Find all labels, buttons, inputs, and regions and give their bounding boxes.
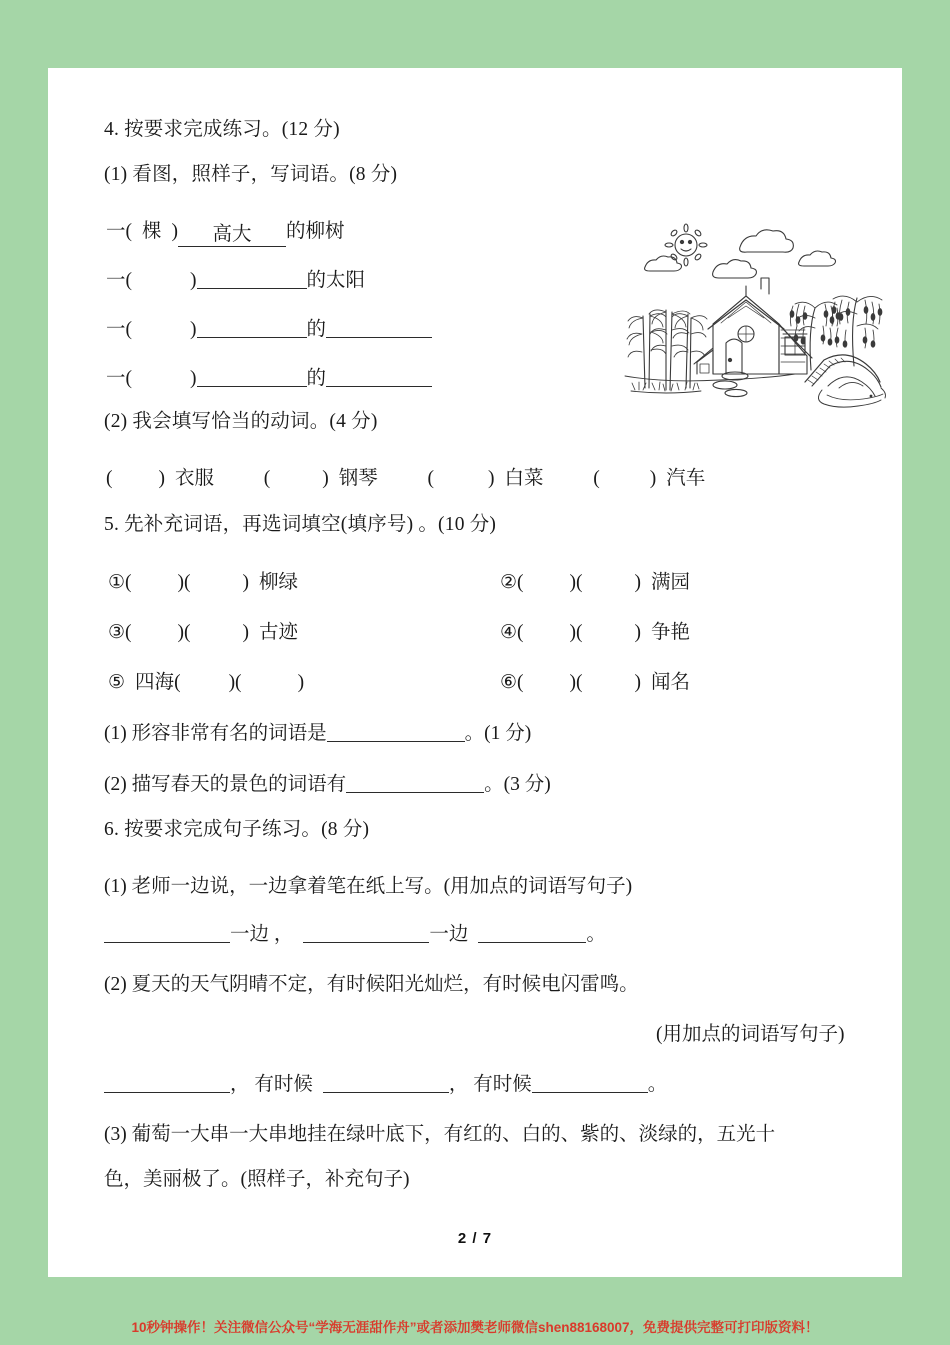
q6-1-blank-a[interactable] (104, 923, 230, 944)
countryside-illustration (609, 210, 894, 415)
q6-2-part-2: ， 有时候 (448, 1074, 532, 1095)
question-4-title: 4. 按要求完成练习。(12 分) (104, 119, 340, 140)
worksheet-page (48, 68, 902, 1277)
line-1-prefix: 一( (106, 221, 132, 242)
line-3-mid: 的 (306, 319, 327, 340)
q5-1-answer-blank[interactable] (327, 722, 465, 743)
worksheet-content (104, 120, 860, 1257)
line-3-answer-blank-a[interactable] (197, 318, 307, 339)
q6-2-blank-c[interactable] (532, 1073, 648, 1094)
question-4-1-title: (1) 看图，照样子，写词语。(8 分) (104, 164, 398, 185)
line-4-prefix: 一( (106, 368, 132, 389)
line-1-suffix: ) (171, 221, 179, 242)
idiom-number-1: ① (108, 572, 126, 593)
question-6-1-stem: (1) 老师一边说，一边拿着笔在纸上写。(用加点的词语写句子) (104, 876, 633, 897)
line-4-answer-blank-b[interactable] (326, 367, 432, 388)
stepping-stones (713, 372, 748, 397)
line-3-answer-blank-b[interactable] (326, 318, 432, 339)
line-1-tail: 柳树 (305, 221, 345, 242)
arched-bridge (805, 355, 881, 396)
q6-1-part-2: 一边 (429, 924, 469, 945)
measure-word-line-2 (106, 264, 365, 292)
q6-2-part-1: ， 有时候 (230, 1074, 313, 1095)
line-1-mid: 的 (286, 221, 306, 242)
house (694, 278, 812, 374)
question-6-3-stem-line-1: (3) 葡萄一大串一大串地挂在绿叶底下，有红的、白的、紫的、淡绿的，五光十 (104, 1124, 776, 1145)
verb-item-1: 衣服 (175, 468, 215, 489)
idiom-number-4: ④ (500, 622, 518, 643)
q6-2-blank-a[interactable] (104, 1073, 230, 1094)
q5-1-text-before: (1) 形容非常有名的词语是 (104, 723, 327, 744)
q6-2-part-3: 。 (647, 1074, 668, 1095)
line-3-suffix: ) (190, 319, 197, 340)
idiom-item-6: ⑥( )( ) 闻名 (500, 672, 691, 693)
verb-item-2: 钢琴 (338, 468, 378, 489)
promo-footer-text: 10秒钟操作！关注微信公众号“学海无涯甜作舟”或者添加樊老师微信shen88168007，免费提供完整可打印版资料！ (131, 1320, 819, 1335)
page-number: 2 / 7 (457, 1230, 493, 1247)
question-6-title: 6. 按要求完成句子练习。(8 分) (104, 819, 370, 840)
question-5-2 (104, 768, 551, 796)
idiom-item-4: ④( )( ) 争艳 (500, 622, 691, 643)
idiom-tail-6: 闻名 (651, 672, 691, 693)
idiom-item-2: ②( )( ) 满园 (500, 572, 691, 593)
idiom-number-2: ② (500, 572, 518, 593)
question-6-3-stem-line-2: 色，美丽极了。(照样子，补充句子) (104, 1169, 410, 1190)
idiom-number-5: ⑤ (108, 672, 126, 693)
idiom-tail-1: 柳绿 (259, 572, 299, 593)
line-2-suffix: ) (190, 270, 197, 291)
measure-word-line-4 (106, 362, 432, 390)
q6-2-blank-b[interactable] (323, 1073, 449, 1094)
line-2-tail: 太阳 (326, 270, 366, 291)
verb-fill-row: ( ) 衣服 ( ) 钢琴 ( ) 白菜 ( ) 汽车 (106, 468, 706, 489)
q5-1-text-after: 。(1 分) (464, 723, 532, 744)
q6-1-blank-c[interactable] (478, 923, 586, 944)
question-6-1-answer (104, 918, 606, 946)
idiom-lead-5: 四海 (135, 672, 175, 693)
line-2-mid: 的 (306, 270, 327, 291)
q5-2-text-after: 。(3 分) (484, 774, 551, 795)
line-4-mid: 的 (306, 368, 327, 389)
question-4-2-title: (2) 我会填写恰当的动词。(4 分) (104, 411, 378, 432)
q6-1-part-3: 。 (586, 924, 606, 945)
line-4-answer-blank-a[interactable] (197, 367, 307, 388)
line-3-prefix: 一( (106, 319, 132, 340)
q5-2-answer-blank[interactable] (346, 773, 484, 794)
line-1-measure: 棵 (142, 221, 162, 242)
idiom-number-6: ⑥ (500, 672, 518, 693)
line-2-answer-blank[interactable] (197, 269, 307, 290)
measure-word-line-1 (106, 215, 345, 244)
question-5-title: 5. 先补充词语，再选词填空(填序号) 。(10 分) (104, 514, 497, 535)
q6-1-blank-b[interactable] (303, 923, 429, 944)
question-6-2-stem: (2) 夏天的天气阴晴不定，有时候阳光灿烂，有时候电闪雷鸣。 (104, 974, 639, 995)
line-2-prefix: 一( (106, 270, 132, 291)
idiom-item-3: ③( )( ) 古迹 (108, 622, 299, 643)
question-5-1 (104, 717, 531, 745)
verb-item-3: 白菜 (504, 468, 544, 489)
line-1-answer-blank[interactable]: 高大 (178, 218, 286, 247)
q5-2-text-before: (2) 描写春天的景色的词语有 (104, 774, 347, 795)
measure-word-line-3 (106, 313, 432, 341)
stream (818, 388, 885, 407)
question-6-2-hint: (用加点的词语写句子) (656, 1024, 845, 1045)
idiom-tail-2: 满园 (651, 572, 691, 593)
sun-icon (665, 224, 707, 266)
idiom-number-3: ③ (108, 622, 126, 643)
q6-1-part-1: 一边 ， (230, 924, 294, 945)
idiom-tail-3: 古迹 (259, 622, 299, 643)
line-4-suffix: ) (190, 368, 197, 389)
question-6-2-answer (104, 1068, 667, 1096)
idiom-item-5: ⑤ 四海( )( ) (108, 672, 305, 693)
idiom-tail-4: 争艳 (651, 622, 691, 643)
idiom-item-1: ①( )( ) 柳绿 (108, 572, 299, 593)
willow-trees (790, 296, 882, 370)
verb-item-4: 汽车 (666, 468, 706, 489)
